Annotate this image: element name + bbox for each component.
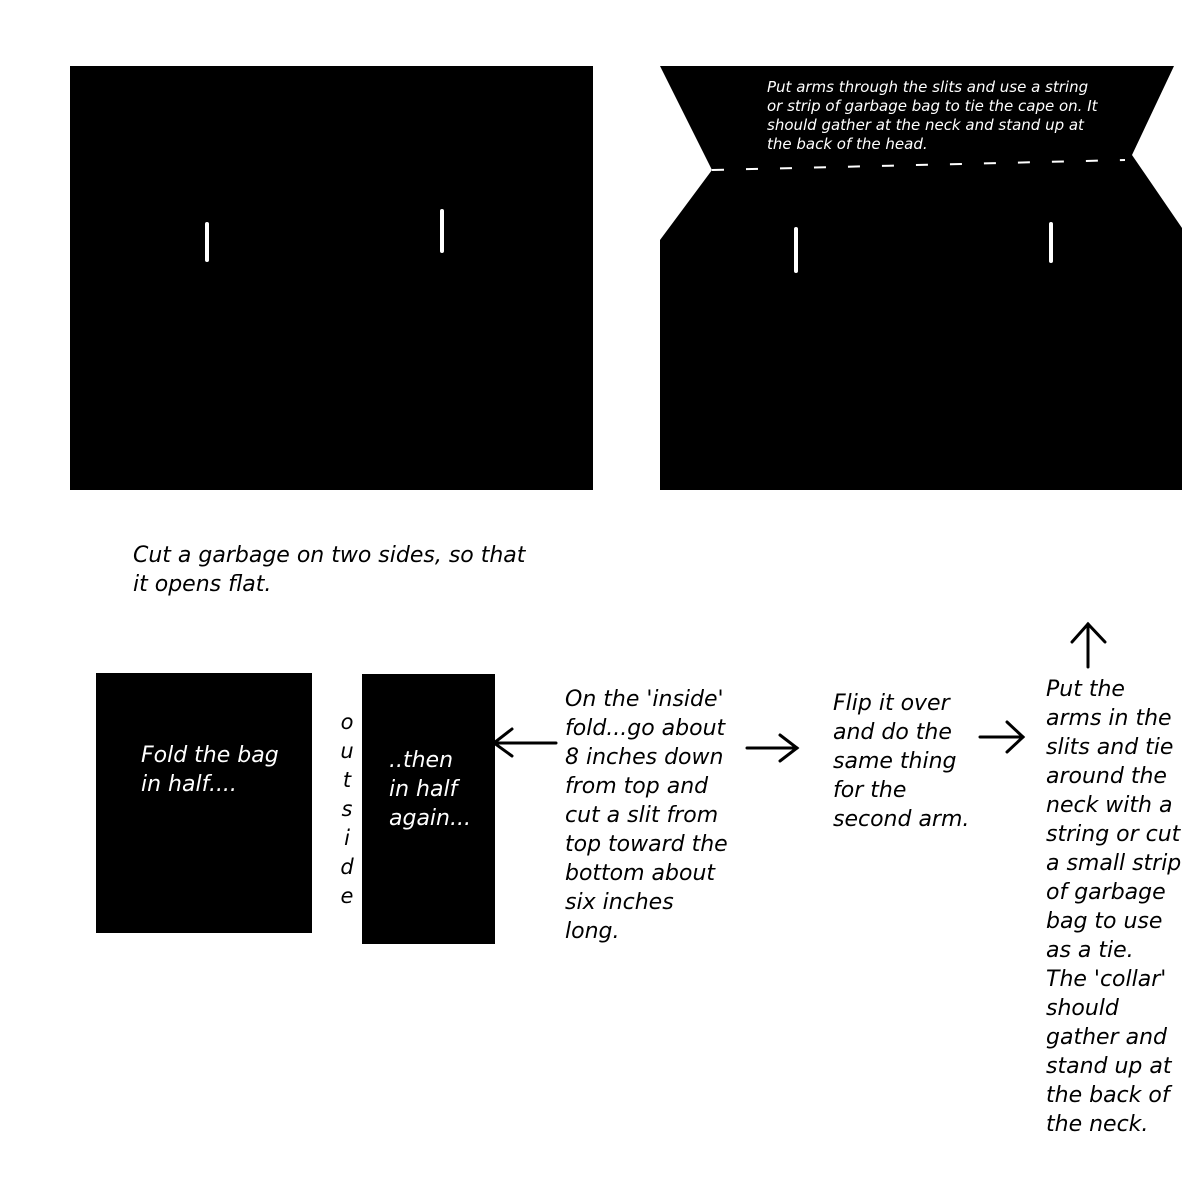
- fold-half-label: Fold the bag in half....: [141, 743, 279, 797]
- outside-letter: d: [340, 855, 354, 879]
- outside-letter: u: [340, 739, 354, 763]
- folded-bag-half-panel: [96, 673, 312, 933]
- outside-letter: t: [342, 768, 352, 792]
- cape-right-arm-slit: [1049, 222, 1053, 263]
- cut-slit-instruction: On the 'inside' fold...go about 8 inches down from top and cut a slit from top toward the bottom about six inches long.: [565, 687, 728, 944]
- folded-bag-quarter-panel: [362, 674, 495, 944]
- outside-letter: o: [340, 710, 354, 734]
- cut-caption: Cut a garbage on two sides, so that it opens flat.: [133, 543, 526, 597]
- cape-left-arm-slit: [794, 227, 798, 273]
- flip-instruction: Flip it over and do the same thing for the second arm.: [833, 691, 970, 832]
- outside-label: [337, 708, 357, 911]
- outside-letter: i: [344, 826, 350, 850]
- tie-instruction: Put the arms in the slits and tie around the neck with a string or cut a small strip of garbage bag to use as a tie. The 'collar' should gather and stand up at the back of the neck.: [1046, 677, 1182, 1137]
- outside-letter: e: [340, 884, 354, 908]
- fold-again-label: ..then in half again...: [389, 748, 471, 831]
- cape-caption: Put arms through the slits and use a string or strip of garbage bag to tie the cape on. It should gather at the neck and stand up at the back of the head.: [767, 78, 1098, 153]
- outside-letter: s: [341, 797, 353, 821]
